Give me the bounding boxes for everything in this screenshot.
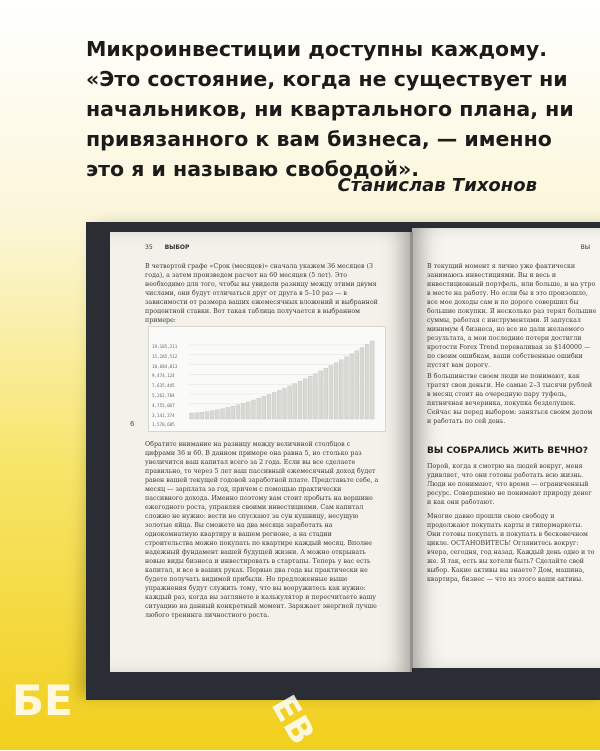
left-page-header (145, 244, 189, 251)
book-bar-chart-svg (149, 327, 385, 431)
chart-bar (345, 357, 349, 419)
chart-bar (324, 368, 328, 419)
right-page-paragraph-bottom: Многие давно прошли свою свободу и продолжают покупать карты и гипермаркеты. Они готовы покупать и покупать в бесконечном цикле. ОСТАНОВИТЕСЬ! Оглянитесь вокруг: вчера, сегодня, год назад. Каждый день одно и то же. Я так, есть вы хотели быть? Сделайте свой выбор. Какие активы вы знаете? Дом, машина, квартира, бизнес — что из этого ваши активы. (427, 513, 595, 583)
chart-bar (241, 403, 245, 419)
chart-bar (236, 405, 240, 419)
chart-bar (293, 384, 297, 419)
chart-bar (262, 396, 266, 419)
chart-bar (370, 341, 374, 419)
chart-bar (329, 365, 333, 419)
left-page-header-title: ВЫБОР (164, 244, 190, 251)
chart-bar (190, 413, 194, 419)
chart-y-label: 5,262,784 (152, 393, 175, 398)
chart-bar (200, 412, 204, 419)
left-page-paragraph-top: В четвертой графе «Срок (месяцев)» сначала укажем 36 месяцев (3 года), а затем произведем расчет на 60 месяцев (5 лет). Это необходимо для того, чтобы вы увидели разницу между этими двумя числами, они будут отличаться друг от друга в 5–10 раз — в зависимости от размера ваших ежемесячных вложений и выбранной процентной ставки. Вот такая таблица получается в выбранном примере: (145, 263, 378, 324)
chart-bar (215, 410, 219, 419)
chart-bar (252, 400, 256, 419)
chart-bar (350, 354, 354, 419)
right-page-paragraph-top: В текущий момент я лично уже фактически занимаюсь инвестициями. Вы и весь и инвестиционный портфель, или больше, и на утро в месте на работу. Но если бы я это произошло, все мое доходы сам и по дороге совершил бы большие покупки. Я несколько раз терял большие суммы, работая с инструментами. Я запускал минимум 4 бизнеса, но все не дали желаемого результата, а мои последние потери достигли кротости Forex Trend переваливая за $140000 — по своим ошибкам, ваши собственные ошибки пустят вам дорогу. (427, 263, 597, 368)
chart-bar (267, 394, 271, 419)
left-page-paragraph-bottom: Обратите внимание на разницу между величиной столбцов с цифрами 36 и 60. В данном примере она равна 5, но столько раз увеличится ваш капитал всего за 2 года. Если вы все сделаете правильно, то через 5 лет ваш пассивный ежемесячный доход будет равен вашей текущей годовой заработной плате. Представьте себе, а месяц — зарплата за год, причем с помощью практически пассивного дохода. Именно поэтому вам стоит пробыть на вершине ежегодного роста, управляя своими инвестициями. Сам капитал сложно не нужно: вести не спускают за сун кушницу, несущую золотые яйца. Вы сможете на два месяца заработать на однокомнатную квартиру в вашем регионе, а на стадии строительства можно покупать по квартире каждый месяц. Вполне надежный фундамент вашей будущей жизни. А можно открывать новые виды бизнеса и инвестировать в стартапы. Теперь у вас есть капитал, и все в ваших руках. Первые два года вы практически не будете получать видимой прибыли. Но предложенные выше упражнения будут служить тому, что вы вооружитесь как нужно: каждый раз, когда вы заглянете в калькулятор и пересчитаете вашу ситуацию на данный конкретный момент. Заряжает энергией лучше любого тренинга личностного роста. (145, 441, 379, 619)
headline-quote (86, 34, 586, 184)
chart-bar (246, 402, 250, 419)
chart-bar (272, 392, 276, 419)
chart-bar (257, 398, 261, 419)
chart-y-label: 15,285,512 (152, 353, 178, 359)
chart-bar (303, 379, 307, 419)
chart-bar (210, 411, 214, 419)
quote-line: «Это состояние, когда не существует ни (86, 67, 568, 91)
watermark-text-right: ЕВ (262, 688, 323, 751)
chart-y-label: 19,185,211 (152, 344, 178, 349)
chart-y-label: 1,570,685 (152, 422, 175, 428)
chart-bar (314, 374, 318, 419)
chart-bar (339, 360, 343, 419)
chart-bar (205, 412, 209, 419)
chart-bar (298, 381, 302, 419)
quote-line: начальников, ни квартального плана, ни (86, 97, 574, 121)
chart-bar (195, 413, 199, 419)
chart-y-label: 4,755,067 (152, 402, 175, 408)
chart-bar (288, 386, 292, 419)
left-page-header-number: 35 (145, 244, 153, 251)
right-page-paragraph-section: Порой, когда я смотрю на людей вокруг, меня удивляет, что они готовы работать всю жизнь. Люди не понимают, что время — ограниченный ресурс. Совершенно не понимают природу денег и как они работают. (427, 463, 592, 506)
right-page-paragraph-mid: В большинстве своем люди не понимают, как тратят свои деньги. Не самые 2–3 тысячи рублей в месяц стоит на очередную пару туфель, пятничная вечеринка, покупка безделушек. Сейчас вы перед выбором: заняться своим делом и работать по сей день. (427, 373, 593, 425)
chart-y-label: 7,635,445 (152, 383, 175, 389)
right-page-section-title: ВЫ СОБРАЛИСЬ ЖИТЬ ВЕЧНО? (427, 446, 588, 456)
watermark-text-left: БЕ (12, 676, 73, 725)
chart-bar (355, 351, 359, 419)
chart-bar (231, 406, 235, 419)
chart-bar (365, 344, 369, 419)
right-page-header: ВЫ (580, 244, 590, 251)
chart-bar (283, 388, 287, 419)
quote-line: Микроинвестиции доступны каждому. (86, 37, 548, 61)
chart-y-label: 3,141,374 (152, 412, 175, 418)
chart-bar (334, 363, 338, 419)
chart-y-label: 10,684,813 (152, 363, 178, 369)
chart-bar (308, 376, 312, 419)
chart-bar (226, 408, 230, 419)
chart-bar (221, 409, 225, 419)
chart-y-label: 9,474,124 (152, 373, 175, 379)
chart-bar (360, 347, 364, 419)
book-spine (410, 232, 413, 672)
chart-bar (277, 390, 281, 419)
quote-author: Станислав Тихонов (337, 175, 537, 196)
quote-line: это я и называю свободой». (86, 157, 420, 181)
book-bar-chart (148, 326, 386, 432)
chart-bar (319, 371, 323, 419)
left-page-number: 6 (130, 420, 135, 428)
quote-line: привязанного к вам бизнеса, — именно (86, 127, 552, 151)
